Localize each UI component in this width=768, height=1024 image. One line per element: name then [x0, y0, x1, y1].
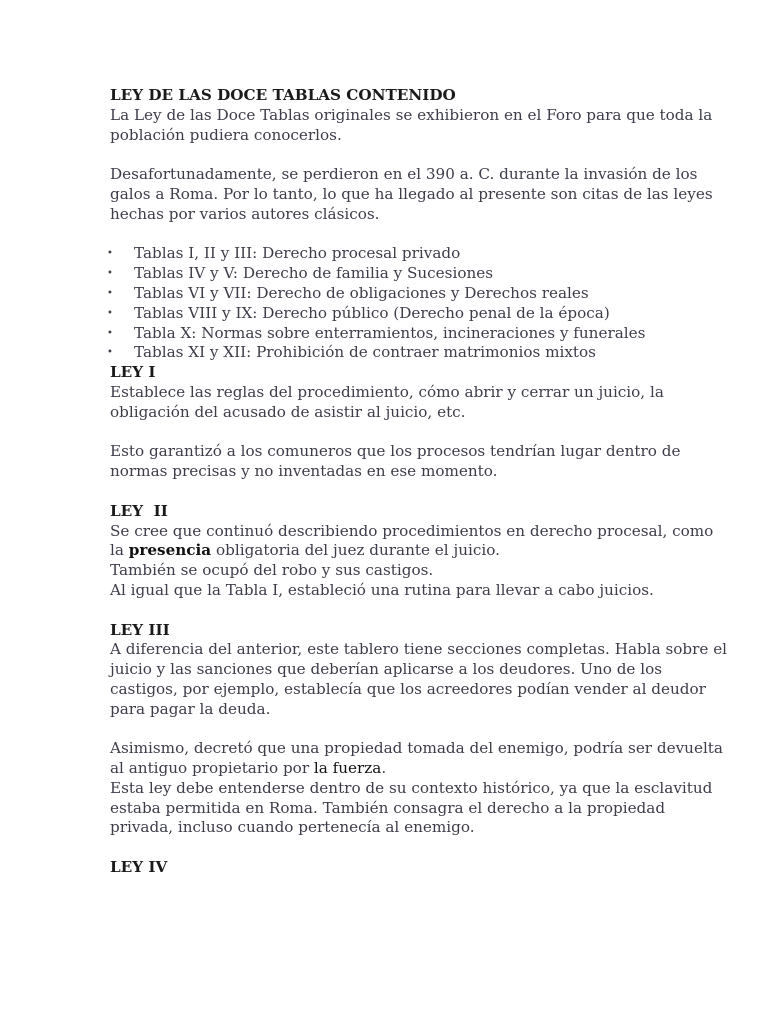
ley-1-paragraph-2: Esto garantizó a los comuneros que los procesos tendrían lugar dentro de normas precisas y no inventadas en ese momento. [110, 442, 681, 481]
bullet-icon: • [107, 248, 113, 260]
bullet-icon: • [107, 347, 113, 359]
list-item: • Tablas I, II y III: Derecho procesal privado [107, 244, 461, 263]
ley-2-heading: LEY II [110, 501, 168, 520]
bullet-icon: • [107, 327, 113, 339]
emphasis-la-fuerza: la fuerza [313, 759, 382, 778]
ley-3-heading: LEY III [110, 620, 170, 639]
bullet-icon: • [107, 268, 113, 280]
ley-2-paragraph-2: También se ocupó del robo y sus castigos. [110, 561, 434, 580]
spacer [110, 423, 730, 443]
spacer [110, 601, 730, 621]
spacer [110, 838, 730, 858]
ley-3-paragraph-2: Asimismo, decretó que una propiedad tomada del enemigo, podría ser devuelta al antiguo propietario por la fuerza. [110, 739, 723, 778]
ley-3-paragraph-1: A diferencia del anterior, este tablero tiene secciones completas. Habla sobre el juicio y las sanciones que deberían aplicarse a los deudores. Uno de los castigos, por ejemplo, establecía que los acreedores podían vender al deudor para pagar la deuda. [110, 640, 728, 718]
tables-list [107, 244, 730, 363]
ley-2-paragraph-1: Se cree que continuó describiendo procedimientos en derecho procesal, como la presencia obligatoria del juez durante el juicio. [110, 521, 714, 560]
ley-1-paragraph-1: Establece las reglas del procedimiento, cómo abrir y cerrar un juicio, la obligación del acusado de asistir al juicio, etc. [110, 382, 664, 421]
bullet-icon: • [107, 287, 113, 299]
list-item: • Tablas VIII y IX: Derecho público (Derecho penal de la época) [107, 303, 610, 322]
ley-1-heading: LEY I [110, 363, 156, 382]
spacer [110, 145, 730, 165]
list-item: • Tablas IV y V: Derecho de familia y Sucesiones [107, 264, 494, 283]
document-title: LEY DE LAS DOCE TABLAS CONTENIDO [110, 86, 456, 104]
spacer [110, 482, 730, 502]
spacer [110, 720, 730, 740]
emphasis-presencia: presencia [128, 541, 212, 560]
list-item: • Tablas VI y VII: Derecho de obligaciones y Derechos reales [107, 283, 589, 302]
ley-4-heading: LEY IV [110, 858, 168, 877]
ley-2-paragraph-3: Al igual que la Tabla I, estableció una rutina para llevar a cabo juicios. [110, 580, 654, 599]
list-item: • Tabla X: Normas sobre enterramientos, incineraciones y funerales [107, 323, 646, 342]
intro-paragraph-1: La Ley de las Doce Tablas originales se exhibieron en el Foro para que toda la población pudiera conocerlos. [110, 105, 713, 144]
ley-3-paragraph-3: Esta ley debe entenderse dentro de su contexto histórico, ya que la esclavitud estaba permitida en Roma. También consagra el derecho a la propiedad privada, incluso cuando pertenecía al enemigo. [110, 778, 713, 837]
document-page [107, 86, 730, 878]
bullet-icon: • [107, 307, 113, 319]
intro-paragraph-2: Desafortunadamente, se perdieron en el 390 a. C. durante la invasión de los galos a Roma. Por lo tanto, lo que ha llegado al presente son citas de las leyes hechas por varios autores clásicos. [110, 165, 713, 223]
spacer [110, 225, 730, 245]
list-item: • Tablas XI y XII: Prohibición de contraer matrimonios mixtos [107, 343, 596, 362]
